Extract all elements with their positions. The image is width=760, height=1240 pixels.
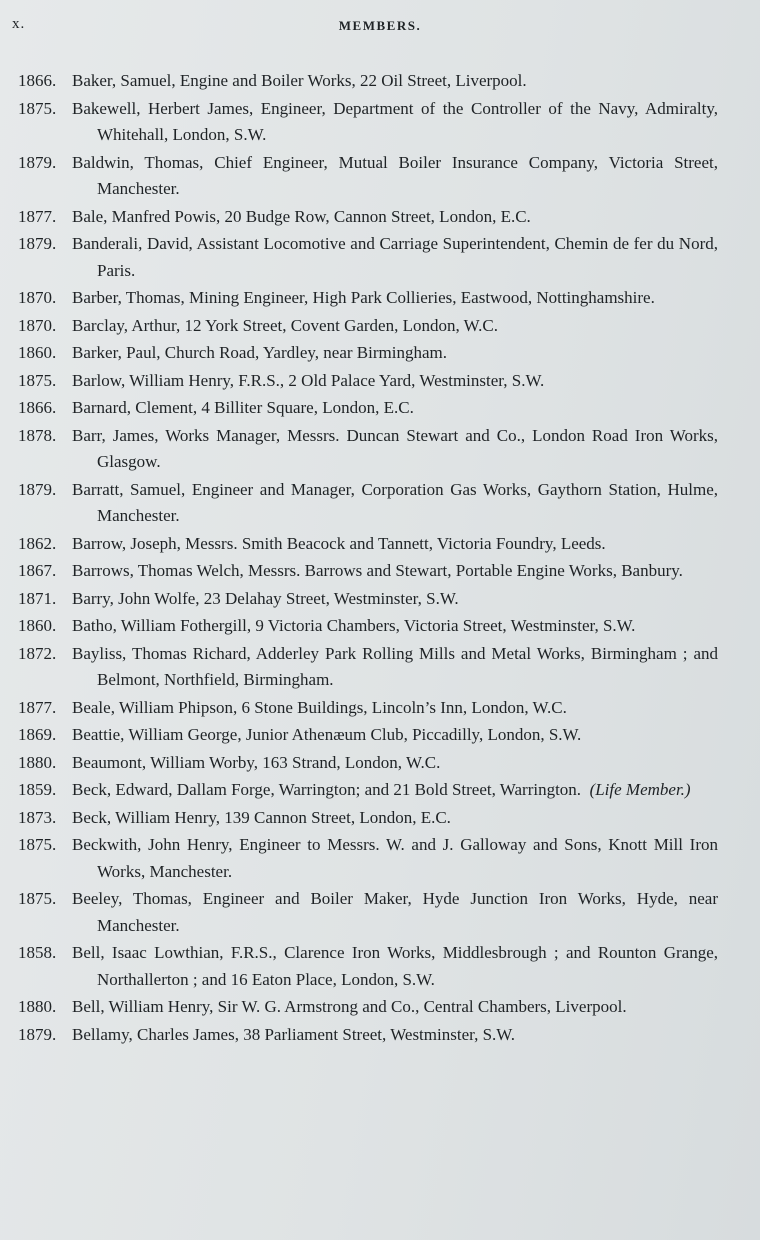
member-entry: [18, 368, 718, 395]
entry-text: Banderali, David, Assistant Locomotive and Carriage Superintendent, Chemin de fer du Nord, Paris.: [72, 234, 718, 280]
entry-text: Barratt, Samuel, Engineer and Manager, Corporation Gas Works, Gaythorn Station, Hulme, Manchester.: [72, 479, 718, 525]
entry-year: 1869.: [18, 725, 57, 744]
page-header: [0, 16, 760, 40]
member-entry: [18, 805, 718, 832]
entry-year: 1877.: [18, 697, 57, 717]
entry-text: Beale, William Phipson, 6 Stone Buildings, Lincoln’s Inn, London, W.C.: [72, 697, 567, 717]
member-entry: [18, 531, 718, 558]
entry-text: Beeley, Thomas, Engineer and Boiler Maker, Hyde Junction Iron Works, Hyde, near Manchester.: [72, 889, 718, 935]
entry-year: 1860.: [18, 616, 57, 635]
entry-text: Barrows, Thomas Welch, Messrs. Barrows and Stewart, Portable Engine Works, Banbury.: [72, 561, 683, 580]
entry-year: 1880.: [18, 997, 57, 1016]
entry-text: Beckwith, John Henry, Engineer to Messrs. W. and J. Galloway and Sons, Knott Mill Iron Works, Manchester.: [72, 835, 718, 881]
entry-text: Baker, Samuel, Engine and Boiler Works, 22 Oil Street, Liverpool.: [72, 71, 527, 90]
entry-text: Bayliss, Thomas Richard, Adderley Park Rolling Mills and Metal Works, Birmingham ; and Belmont, Northfield, Birmingham.: [72, 643, 718, 689]
entry-year: 1879.: [18, 479, 57, 499]
member-entry: [18, 940, 718, 993]
entry-year: 1875.: [18, 98, 57, 118]
entry-year: 1870.: [18, 315, 57, 335]
member-entry: [18, 1022, 718, 1049]
entry-year: 1875.: [18, 889, 57, 908]
entry-text: Batho, William Fothergill, 9 Victoria Chambers, Victoria Street, Westminster, S.W.: [72, 616, 636, 635]
member-entry: [18, 231, 718, 284]
entry-text: Bakewell, Herbert James, Engineer, Department of the Controller of the Navy, Admiralty, Whitehall, London, S.W.: [72, 98, 718, 144]
member-entry: [18, 423, 718, 476]
entry-year: 1872.: [18, 643, 57, 663]
member-entry: [18, 586, 718, 613]
member-entry: [18, 613, 718, 640]
entry-text: Barber, Thomas, Mining Engineer, High Park Collieries, Eastwood, Nottinghamshire.: [72, 288, 655, 307]
member-entry: [18, 313, 718, 340]
member-entry: [18, 695, 718, 722]
member-entry: [18, 777, 718, 804]
entry-year: 1860.: [18, 343, 57, 362]
entry-year: 1870.: [18, 288, 57, 307]
member-entry: [18, 994, 718, 1021]
entry-year: 1878.: [18, 425, 57, 445]
entry-year: 1873.: [18, 807, 57, 827]
member-entry: [18, 204, 718, 231]
member-entry: [18, 68, 718, 95]
entry-text: Beaumont, William Worby, 163 Strand, London, W.C.: [72, 752, 441, 772]
entry-year: 1879.: [18, 1024, 57, 1044]
entry-year: 1875.: [18, 370, 57, 390]
entry-year: 1858.: [18, 943, 57, 962]
entry-text: Barclay, Arthur, 12 York Street, Covent Garden, London, W.C.: [72, 315, 499, 335]
entry-text: Baldwin, Thomas, Chief Engineer, Mutual Boiler Insurance Company, Victoria Street, Manchester.: [72, 152, 718, 198]
member-entry: [18, 340, 718, 367]
entry-text: Barry, John Wolfe, 23 Delahay Street, Westminster, S.W.: [72, 588, 459, 608]
entry-year: 1879.: [18, 234, 57, 253]
member-list: [18, 68, 718, 1049]
member-entry: [18, 285, 718, 312]
entry-year: 1880.: [18, 752, 57, 772]
entry-text: Beck, Edward, Dallam Forge, Warrington; and 21 Bold Street, Warrington.: [72, 780, 582, 799]
member-entry: [18, 477, 718, 530]
entry-text: Beck, William Henry, 139 Cannon Street, London, E.C.: [72, 807, 451, 827]
entry-year: 1862.: [18, 533, 57, 553]
entry-year: 1875.: [18, 835, 57, 854]
page-number: x.: [12, 16, 26, 32]
member-entry: [18, 641, 718, 694]
member-entry: [18, 150, 718, 203]
entry-text: Barrow, Joseph, Messrs. Smith Beacock and Tannett, Victoria Foundry, Leeds.: [72, 533, 606, 553]
member-entry: [18, 558, 718, 585]
entry-year: 1867.: [18, 561, 57, 580]
entry-note: (Life Member.): [589, 780, 691, 799]
entry-text: Barr, James, Works Manager, Messrs. Duncan Stewart and Co., London Road Iron Works, Glasgow.: [72, 425, 718, 471]
entry-year: 1859.: [18, 780, 57, 799]
entry-year: 1879.: [18, 152, 57, 172]
entry-text: Beattie, William George, Junior Athenæum Club, Piccadilly, London, S.W.: [72, 725, 582, 744]
entry-text: Barker, Paul, Church Road, Yardley, near Birmingham.: [72, 343, 447, 362]
entry-year: 1866.: [18, 398, 57, 417]
member-entry: [18, 395, 718, 422]
member-entry: [18, 722, 718, 749]
member-entry: [18, 750, 718, 777]
member-entry: [18, 96, 718, 149]
entry-text: Bell, William Henry, Sir W. G. Armstrong and Co., Central Chambers, Liverpool.: [72, 997, 627, 1016]
entry-text: Bell, Isaac Lowthian, F.R.S., Clarence Iron Works, Middlesbrough ; and Rounton Grange, Northallerton ; and 16 Eaton Place, London, S.W.: [72, 943, 718, 989]
member-entry: [18, 832, 718, 885]
entry-year: 1866.: [18, 71, 57, 90]
entry-text: Bale, Manfred Powis, 20 Budge Row, Cannon Street, London, E.C.: [72, 206, 531, 226]
entry-year: 1877.: [18, 206, 57, 226]
entry-text: Barlow, William Henry, F.R.S., 2 Old Palace Yard, Westminster, S.W.: [72, 370, 545, 390]
member-entry: [18, 886, 718, 939]
entry-text: Bellamy, Charles James, 38 Parliament Street, Westminster, S.W.: [72, 1024, 516, 1044]
entry-text: Barnard, Clement, 4 Billiter Square, London, E.C.: [72, 398, 414, 417]
running-head: MEMBERS.: [338, 18, 422, 33]
entry-year: 1871.: [18, 588, 57, 608]
